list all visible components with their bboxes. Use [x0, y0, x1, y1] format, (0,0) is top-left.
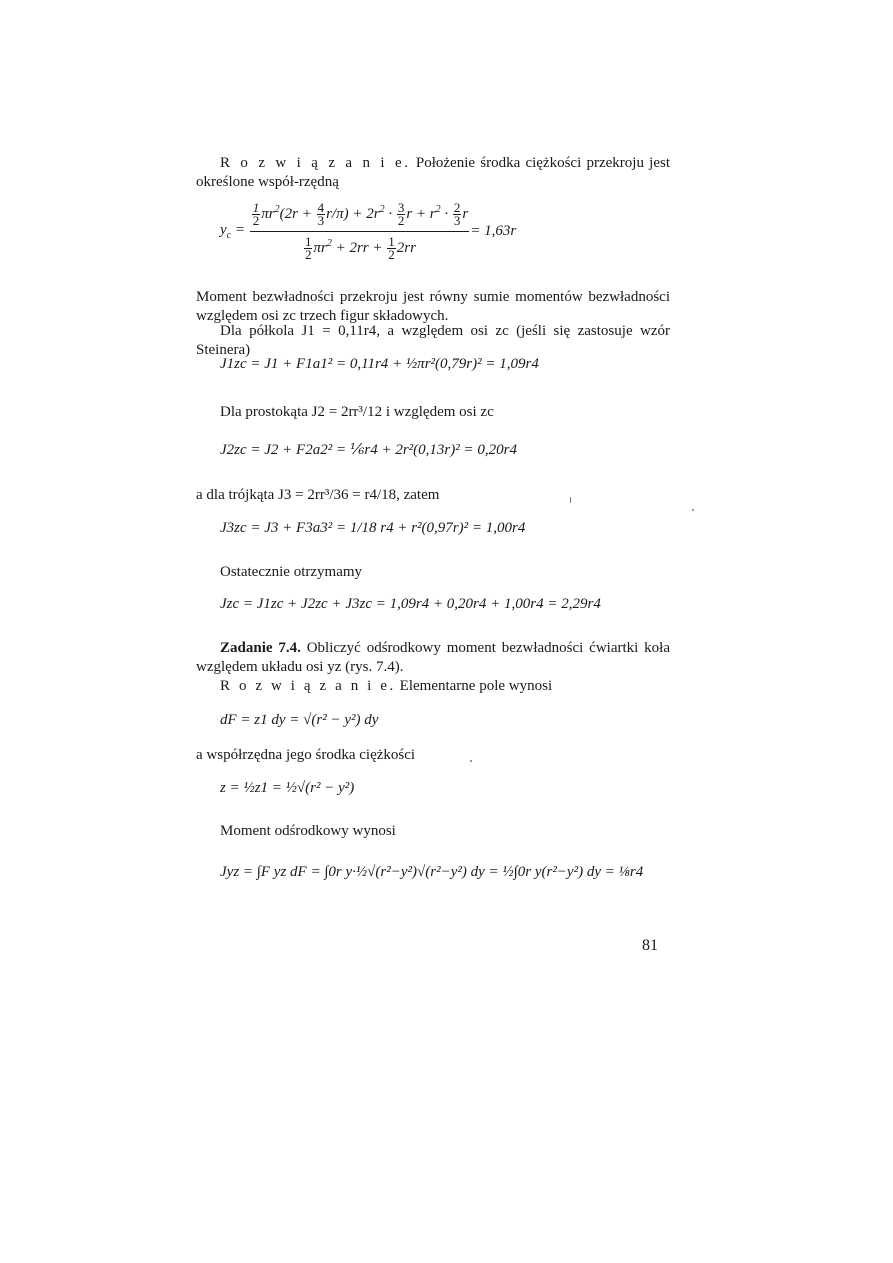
scan-speck	[692, 509, 694, 511]
scan-speck	[570, 497, 571, 503]
task-text: Obliczyć odśrodkowy moment bezwładności ćwiartki koła względem układu osi yz (rys. 7.4).	[196, 640, 670, 675]
page-number: 81	[642, 937, 658, 954]
paragraph-triangle: a dla trójkąta J3 = 2rr³/36 = r4/18, zatem	[196, 487, 440, 503]
equation-centroid-yc: $y_c$ = $\frac{1}{2}$ $\pi r^2(2r$ + $\frac{4}{3}$ $r/\pi) + 2r^2$ · $\frac{3}{2}$ $r + r^2$ · $\frac{2}{3}$ r $\frac{1}{2}$ $\pi r^2 + 2rr$ + $\frac{1}{2}$ 2rr = 1,63r	[220, 200, 517, 263]
equation-jyz: Jyz = ∫F yz dF = ∫0r y·½√(r²−y²)√(r²−y²) dy = ½∫0r y(r²−y²) dy = ⅛r4	[220, 864, 644, 880]
paragraph-semicircle: Dla półkola J1 = 0,11r4, a względem osi zc (jeśli się zastosuje wzór Steinera)	[196, 323, 670, 358]
equation-j2zc: J2zc = J2 + F2a2² = ⅙r4 + 2r²(0,13r)² = 0,20r4	[220, 442, 517, 458]
paragraph-moment-sum: Moment bezwładności przekroju jest równy sumie momentów bezwładności względem osi zc trzech figur składowych.	[196, 289, 670, 324]
equation-j1zc: J1zc = J1 + F1a1² = 0,11r4 + ½πr²(0,79r)² = 1,09r4	[220, 356, 539, 372]
equation-z: z = ½z1 = ½√(r² − y²)	[220, 780, 355, 796]
solution-intro-text: Położenie środka ciężkości przekroju jest określone współ-rzędną	[196, 155, 670, 190]
paragraph-finally: Ostatecznie otrzymamy	[220, 564, 363, 580]
equation-j3zc: J3zc = J3 + F3a3² = 1/18 r4 + r²(0,97r)² = 1,00r4	[220, 520, 526, 536]
centroid-result: = 1,63r	[470, 223, 517, 240]
solution-label: R o z w i ą z a n i e.	[220, 155, 411, 171]
scan-speck	[470, 760, 472, 762]
paragraph-solution-element	[196, 677, 670, 696]
paragraph-coordinate: a współrzędna jego środka ciężkości	[196, 747, 416, 763]
solution-element-text: Elementarne pole wynosi	[395, 678, 553, 694]
paragraph-rectangle: Dla prostokąta J2 = 2rr³/12 i względem osi zc	[220, 404, 494, 420]
equation-df: dF = z1 dy = √(r² − y²) dy	[220, 712, 379, 728]
paragraph-task-7-4	[196, 639, 670, 677]
paragraph-solution-intro	[196, 154, 670, 192]
solution-label-2: R o z w i ą z a n i e.	[220, 678, 396, 694]
equation-jzc-total: Jzc = J1zc + J2zc + J3zc = 1,09r4 + 0,20r4 + 1,00r4 = 2,29r4	[220, 596, 601, 612]
paragraph-product-moment: Moment odśrodkowy wynosi	[220, 823, 396, 839]
task-label: Zadanie 7.4.	[220, 640, 301, 656]
